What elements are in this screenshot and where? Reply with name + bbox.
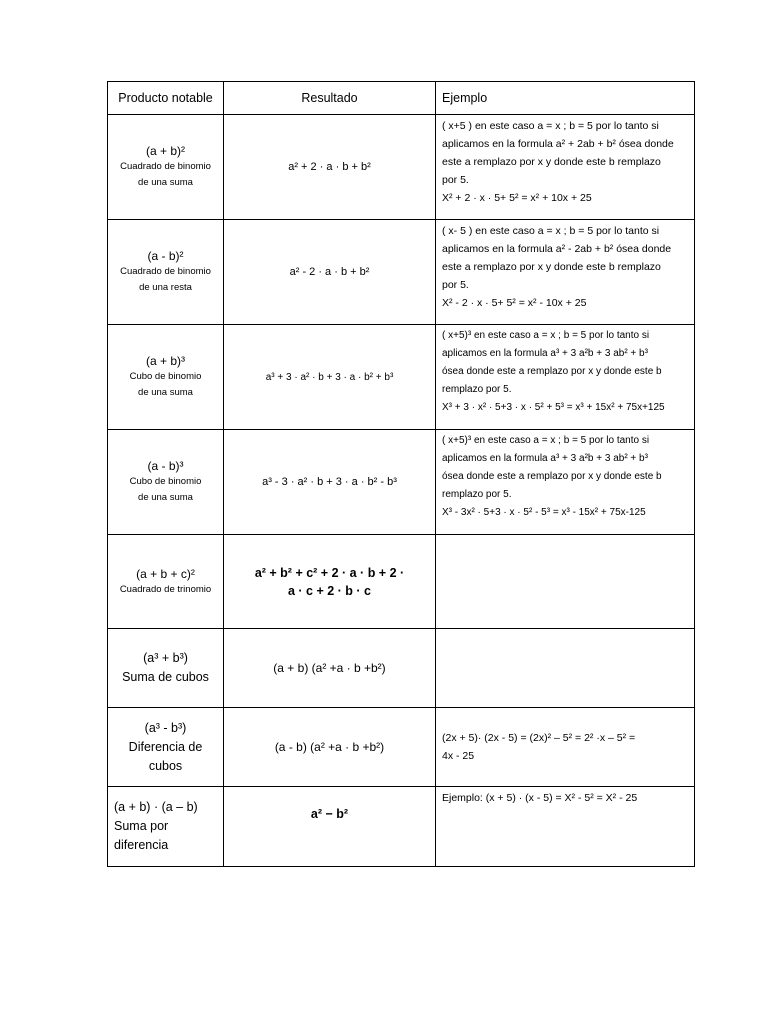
table-row: [108, 708, 695, 787]
producto-name: (a - b)³: [147, 459, 184, 473]
ejemplo-line: por 5.: [442, 174, 469, 186]
ejemplo-line: ( x+5)³ en este caso a = x ; b = 5 por lo tanto si: [442, 435, 650, 446]
table-row: [108, 115, 695, 220]
producto-name: (a + b)³: [145, 354, 185, 368]
table-row: [108, 629, 695, 708]
ejemplo-cell: [436, 787, 695, 867]
producto-desc: diferencia: [114, 838, 169, 852]
producto-name: (a + b + c)²: [136, 566, 195, 581]
ejemplo-line: X² - 2 · x · 5+ 5² = x² - 10x + 25: [442, 297, 587, 309]
producto-cell: [108, 325, 224, 430]
producto-desc: de una resta: [139, 282, 192, 293]
producto-desc: de una suma: [138, 177, 193, 188]
ejemplo-cell: [436, 115, 695, 220]
table-row: [108, 535, 695, 629]
producto-cell: [108, 430, 224, 535]
producto-name: (a + b)²: [145, 144, 185, 158]
header-ejemplo: Ejemplo: [436, 82, 695, 115]
resultado-line: a² + b² + c² + 2 · a · b + 2 ·: [254, 565, 405, 580]
ejemplo-cell: [436, 430, 695, 535]
ejemplo-line: ( x+5)³ en este caso a = x ; b = 5 por lo tanto si: [442, 330, 650, 341]
resultado-cell: (a - b) (a² +a · b +b²): [224, 708, 436, 787]
producto-cell: [108, 535, 224, 629]
ejemplo-line: (2x + 5)· (2x - 5) = (2x)² – 5² = 2² ·x – 5² =: [442, 732, 636, 744]
ejemplo-cell: [436, 220, 695, 325]
producto-desc: de una suma: [138, 492, 193, 503]
resultado-cell: [224, 535, 436, 629]
ejemplo-line: 4x - 25: [442, 750, 475, 762]
producto-desc: Cuadrado de binomio: [120, 266, 211, 277]
resultado-cell: a² − b²: [224, 787, 436, 867]
ejemplo-line: ósea donde este a remplazo por x y donde este b: [442, 366, 662, 377]
ejemplo-cell: [436, 325, 695, 430]
resultado-cell: a² - 2 · a · b + b²: [224, 220, 436, 325]
ejemplo-line: este a remplazo por x y donde este b remplazo: [442, 261, 661, 273]
resultado-cell: a² + 2 · a · b + b²: [224, 115, 436, 220]
table-row: [108, 430, 695, 535]
producto-desc: Cuadrado de binomio: [120, 161, 211, 172]
producto-desc: Suma por: [114, 819, 169, 833]
resultado-line: a · c + 2 · b · c: [287, 583, 371, 598]
table-row: [108, 787, 695, 867]
ejemplo-cell: [436, 629, 695, 708]
ejemplo-cell: [436, 535, 695, 629]
ejemplo-line: aplicamos en la formula a³ + 3 a²b + 3 ab² + b³: [442, 348, 648, 359]
producto-cell: [108, 629, 224, 708]
producto-cell: [108, 787, 224, 867]
ejemplo-line: aplicamos en la formula a² - 2ab + b² ósea donde: [442, 243, 672, 255]
ejemplo-line: X³ + 3 · x² · 5+3 · x · 5² + 5³ = x³ + 15x² + 75x+125: [442, 402, 665, 413]
header-resultado: Resultado: [224, 82, 436, 115]
producto-cell: [108, 220, 224, 325]
ejemplo-line: remplazo por 5.: [442, 489, 512, 500]
resultado-cell: a³ + 3 · a² · b + 3 · a · b² + b³: [224, 325, 436, 430]
header-row: [108, 82, 695, 115]
ejemplo-line: aplicamos en la formula a³ + 3 a²b + 3 ab² + b³: [442, 453, 648, 464]
table-row: [108, 325, 695, 430]
producto-cell: [108, 708, 224, 787]
producto-name: (a - b)²: [147, 249, 184, 263]
producto-desc: Cubo de binomio: [129, 371, 202, 382]
ejemplo-line: X² + 2 · x · 5+ 5² = x² + 10x + 25: [442, 192, 592, 204]
table-row: [108, 220, 695, 325]
ejemplo-line: ( x- 5 ) en este caso a = x ; b = 5 por lo tanto si: [442, 225, 660, 237]
producto-name: (a³ + b³): [143, 651, 188, 665]
producto-desc: de una suma: [138, 387, 193, 398]
producto-desc: Suma de cubos: [122, 670, 209, 684]
producto-desc: Cuadrado de trinomio: [119, 583, 212, 595]
ejemplo-line: este a remplazo por x y donde este b remplazo: [442, 156, 661, 168]
producto-desc: Diferencia de: [128, 739, 203, 754]
ejemplo-line: por 5.: [442, 279, 469, 291]
ejemplo-line: ( x+5 ) en este caso a = x ; b = 5 por lo tanto si: [442, 120, 659, 132]
ejemplo-line: remplazo por 5.: [442, 384, 512, 395]
ejemplo-line: Ejemplo: (x + 5) · (x - 5) = X² - 5² = X² - 25: [442, 792, 638, 804]
ejemplo-line: ósea donde este a remplazo por x y donde este b: [442, 471, 662, 482]
resultado-cell: a³ - 3 · a² · b + 3 · a · b² - b³: [224, 430, 436, 535]
header-producto: Producto notable: [108, 82, 224, 115]
resultado-cell: (a + b) (a² +a · b +b²): [224, 629, 436, 708]
productos-notables-table: [107, 81, 695, 867]
producto-desc: cubos: [148, 758, 183, 773]
ejemplo-cell: [436, 708, 695, 787]
producto-name: (a³ - b³): [144, 720, 187, 735]
producto-name: (a + b) · (a – b): [114, 800, 198, 814]
producto-desc: Cubo de binomio: [129, 476, 202, 487]
ejemplo-line: aplicamos en la formula a² + 2ab + b² ósea donde: [442, 138, 674, 150]
ejemplo-line: X³ - 3x² · 5+3 · x · 5² - 5³ = x³ - 15x² + 75x-125: [442, 507, 646, 518]
producto-cell: [108, 115, 224, 220]
